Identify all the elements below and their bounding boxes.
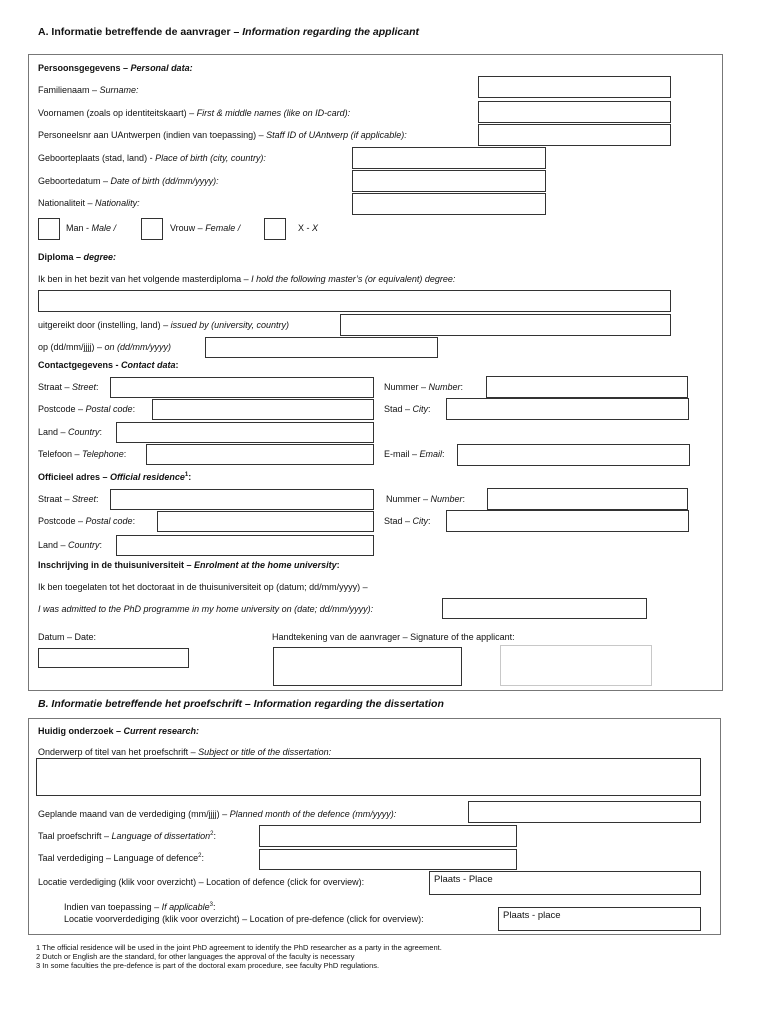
personal-data-heading: Persoonsgegevens – Personal data: bbox=[38, 63, 193, 73]
contact-number-field[interactable] bbox=[486, 376, 688, 398]
staff-id-field[interactable] bbox=[478, 124, 671, 146]
location-predefence-label: Locatie voorverdediging (klik voor overzicht) – Location of pre-defence (click for overview): bbox=[64, 914, 424, 924]
staff-id-label: Personeelsnr aan UAntwerpen (indien van toepassing) – Staff ID of UAntwerp (if applicable): bbox=[38, 130, 407, 140]
lang-defence-label: Taal verdediging – Language of defence$^2$: bbox=[38, 853, 204, 863]
signature-field[interactable] bbox=[273, 647, 462, 686]
official-number-label: Nummer – Number: bbox=[386, 494, 466, 504]
contact-city-field[interactable] bbox=[446, 398, 689, 420]
location-defence-dropdown[interactable]: Plaats - Place bbox=[429, 871, 701, 895]
contact-postcode-field[interactable] bbox=[152, 399, 374, 420]
contact-heading: Contactgegevens - Contact data: bbox=[38, 360, 179, 370]
admission-date-field[interactable] bbox=[442, 598, 647, 619]
male-label: Man - Male / bbox=[66, 223, 117, 233]
contact-postcode-label: Postcode – Postal code: bbox=[38, 404, 136, 414]
official-city-field[interactable] bbox=[446, 510, 689, 532]
signature-label: Handtekening van de aanvrager – Signature of the applicant: bbox=[272, 632, 515, 642]
nationality-field[interactable] bbox=[352, 193, 546, 215]
firstnames-field[interactable] bbox=[478, 101, 671, 123]
diploma-heading: Diploma – degree: bbox=[38, 252, 117, 262]
official-number-field[interactable] bbox=[487, 488, 688, 510]
master-degree-field[interactable] bbox=[38, 290, 671, 312]
official-street-field[interactable] bbox=[110, 489, 374, 510]
official-country-field[interactable] bbox=[116, 535, 374, 556]
firstnames-label: Voornamen (zoals op identiteitskaart) – First & middle names (like on ID-card): bbox=[38, 108, 351, 118]
contact-street-field[interactable] bbox=[110, 377, 374, 398]
contact-city-label: Stad – City: bbox=[384, 404, 431, 414]
official-postcode-label: Postcode – Postal code: bbox=[38, 516, 136, 526]
male-checkbox[interactable] bbox=[38, 218, 60, 240]
lang-defence-field[interactable] bbox=[259, 849, 517, 870]
issued-by-label: uitgereikt door (instelling, land) – issued by (university, country) bbox=[38, 320, 289, 330]
issued-by-field[interactable] bbox=[340, 314, 671, 336]
female-checkbox[interactable] bbox=[141, 218, 163, 240]
x-checkbox[interactable] bbox=[264, 218, 286, 240]
nationality-label: Nationaliteit – Nationality: bbox=[38, 198, 140, 208]
location-defence-label: Locatie verdediging (klik voor overzicht) – Location of defence (click for overview): bbox=[38, 877, 365, 887]
footnote-2: 2 Dutch or English are the standard, for other languages the approval of the faculty is necessary bbox=[36, 952, 355, 961]
surname-field[interactable] bbox=[478, 76, 671, 98]
location-predefence-dropdown[interactable]: Plaats - place bbox=[498, 907, 701, 931]
x-label: X - X bbox=[298, 223, 319, 233]
month-field[interactable] bbox=[468, 801, 701, 823]
contact-phone-label: Telefoon – Telephone: bbox=[38, 449, 127, 459]
surname-label: Familienaam – Surname: bbox=[38, 85, 139, 95]
birthdate-field[interactable] bbox=[352, 170, 546, 192]
issued-on-label: op (dd/mm/jjjj) – on (dd/mm/yyyy) bbox=[38, 342, 172, 352]
official-country-label: Land – Country: bbox=[38, 540, 103, 550]
date-label: Datum – Date: bbox=[38, 632, 97, 642]
lang-dissertation-field[interactable] bbox=[259, 825, 517, 847]
contact-email-label: E-mail – Email: bbox=[384, 449, 445, 459]
enrolment-line1: Ik ben toegelaten tot het doctoraat in de thuisuniversiteit op (datum; dd/mm/yyyy) – bbox=[38, 582, 368, 592]
official-heading: Officieel adres – Official residence$^1$: bbox=[38, 472, 192, 482]
enrolment-line2: I was admitted to the PhD programme in my home university on (date; dd/mm/yyyy): bbox=[38, 604, 374, 614]
footnote-3: 3 In some faculties the pre-defence is part of the doctoral exam procedure, see faculty PhD regulations. bbox=[36, 961, 380, 970]
contact-phone-field[interactable] bbox=[146, 444, 374, 465]
research-heading: Huidig onderzoek – Current research: bbox=[38, 726, 200, 736]
female-label: Vrouw – Female / bbox=[170, 223, 241, 233]
issued-on-field[interactable] bbox=[205, 337, 438, 358]
enrolment-heading: Inschrijving in de thuisuniversiteit – Enrolment at the home university: bbox=[38, 560, 340, 570]
birthplace-label: Geboorteplaats (stad, land) - Place of birth (city, country): bbox=[38, 153, 266, 163]
if-applicable-label: Indien van toepassing – If applicable$^3$: bbox=[64, 902, 216, 912]
subject-label: Onderwerp of titel van het proefschrift – Subject or title of the dissertation: bbox=[38, 747, 332, 757]
contact-street-label: Straat – Street: bbox=[38, 382, 99, 392]
signature-extra-field[interactable] bbox=[500, 645, 652, 686]
contact-country-label: Land – Country: bbox=[38, 427, 103, 437]
lang-dissertation-label: Taal proefschrift – Language of dissertation$^2$: bbox=[38, 831, 216, 841]
official-postcode-field[interactable] bbox=[157, 511, 374, 532]
master-label: Ik ben in het bezit van het volgende masterdiploma – I hold the following master’s (or equivalent) degree: bbox=[38, 274, 456, 284]
contact-email-field[interactable] bbox=[457, 444, 690, 466]
section-a-title: A. Informatie betreffende de aanvrager – Information regarding the applicant bbox=[38, 26, 419, 38]
contact-number-label: Nummer – Number: bbox=[384, 382, 464, 392]
month-label: Geplande maand van de verdediging (mm/jjjj) – Planned month of the defence (mm/yyyy): bbox=[38, 809, 397, 819]
contact-country-field[interactable] bbox=[116, 422, 374, 443]
birthdate-label: Geboortedatum – Date of birth (dd/mm/yyyy): bbox=[38, 176, 219, 186]
section-b-title: B. Informatie betreffende het proefschrift – Information regarding the dissertation bbox=[38, 698, 444, 710]
birthplace-field[interactable] bbox=[352, 147, 546, 169]
official-city-label: Stad – City: bbox=[384, 516, 431, 526]
footnote-1: 1 The official residence will be used in the joint PhD agreement to identify the PhD researcher as a party in the agreement. bbox=[36, 943, 442, 952]
date-field[interactable] bbox=[38, 648, 189, 668]
official-street-label: Straat – Street: bbox=[38, 494, 99, 504]
subject-field[interactable] bbox=[36, 758, 701, 796]
